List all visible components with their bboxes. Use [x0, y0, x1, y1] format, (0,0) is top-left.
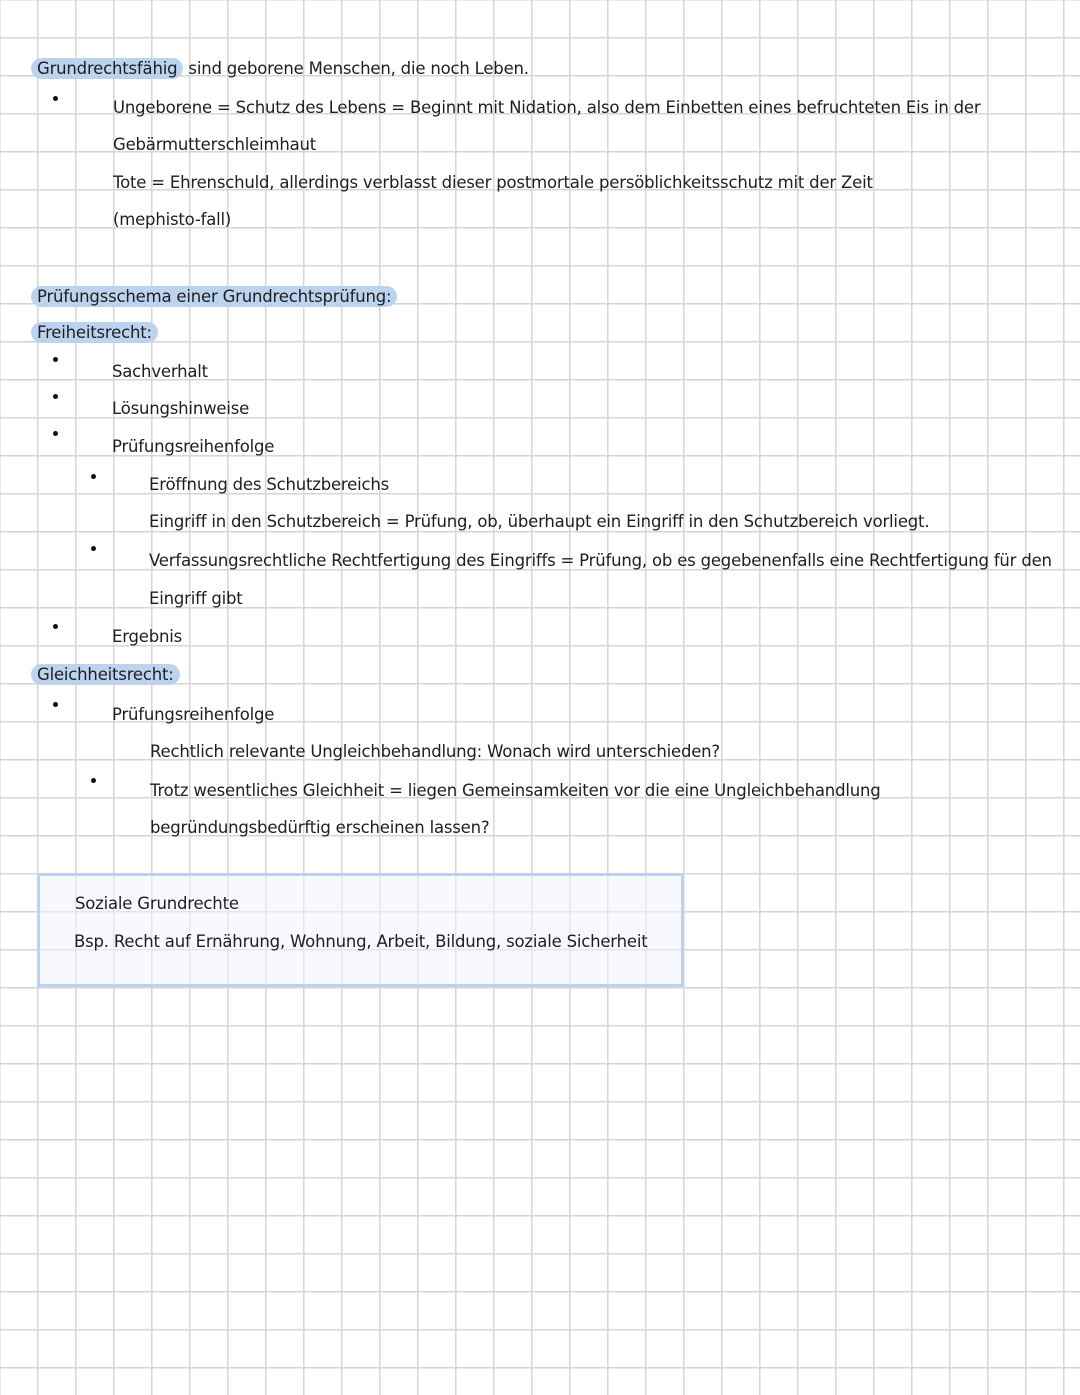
- box-text: Bsp. Recht auf Ernährung, Wohnung, Arbeit, Bildung, soziale Sicherheit: [74, 932, 648, 951]
- sub-item: Eingriff in den Schutzbereich = Prüfung, ob, überhaupt ein Eingriff in den Schutzbereich vorliegt.: [149, 512, 930, 531]
- sub-item: Eingriff gibt: [149, 589, 243, 608]
- text-line: Ungeborene = Schutz des Lebens = Beginnt mit Nidation, also dem Einbetten eines befruchteten Eis in der: [113, 98, 981, 117]
- bullet: [53, 96, 58, 101]
- highlight: Grundrechtsfähig: [31, 58, 183, 79]
- heading-gleichheitsrecht: [37, 664, 180, 686]
- text-line: (mephisto-fall): [113, 210, 232, 229]
- text-line: Gebärmutterschleimhaut: [113, 135, 317, 154]
- info-box: [37, 873, 684, 987]
- sub-item: Eröffnung des Schutzbereichs: [149, 475, 390, 494]
- heading-text: sind geborene Menschen, die noch Leben.: [183, 59, 529, 78]
- sub-item: Verfassungsrechtliche Rechtfertigung des Eingriffs = Prüfung, ob es gegebenenfalls eine Rechtfertigung für den: [149, 551, 1052, 570]
- bullet: [53, 624, 58, 629]
- highlight: Gleichheitsrecht:: [31, 664, 180, 685]
- bullet: [53, 431, 58, 436]
- sub-item: Rechtlich relevante Ungleichbehandlung: Wonach wird unterschieden?: [150, 742, 720, 761]
- sub-item: Trotz wesentliches Gleichheit = liegen Gemeinsamkeiten vor die eine Ungleichbehandlung: [150, 781, 881, 800]
- text-line: Tote = Ehrenschuld, allerdings verblasst dieser postmortale persöblichkeitsschutz mit der Zeit: [113, 173, 873, 192]
- highlight: Prüfungsschema einer Grundrechtsprüfung:: [31, 286, 397, 307]
- heading-pruefungsschema: [37, 286, 397, 308]
- bullet: [91, 778, 96, 783]
- list-item: Lösungshinweise: [112, 399, 250, 418]
- bullet: [53, 702, 58, 707]
- bullet: [53, 394, 58, 399]
- heading-freiheitsrecht: [37, 322, 158, 344]
- heading-grundrechtsfaehig: [37, 58, 529, 80]
- list-item: Ergebnis: [112, 627, 183, 646]
- list-item: Prüfungsreihenfolge: [112, 437, 275, 456]
- box-title: Soziale Grundrechte: [75, 894, 239, 913]
- list-item: Prüfungsreihenfolge: [112, 705, 275, 724]
- bullet: [91, 474, 96, 479]
- list-item: Sachverhalt: [112, 362, 208, 381]
- sub-item: begründungsbedürftig erscheinen lassen?: [150, 818, 490, 837]
- bullet: [91, 546, 96, 551]
- bullet: [53, 357, 58, 362]
- highlight: Freiheitsrecht:: [31, 322, 158, 343]
